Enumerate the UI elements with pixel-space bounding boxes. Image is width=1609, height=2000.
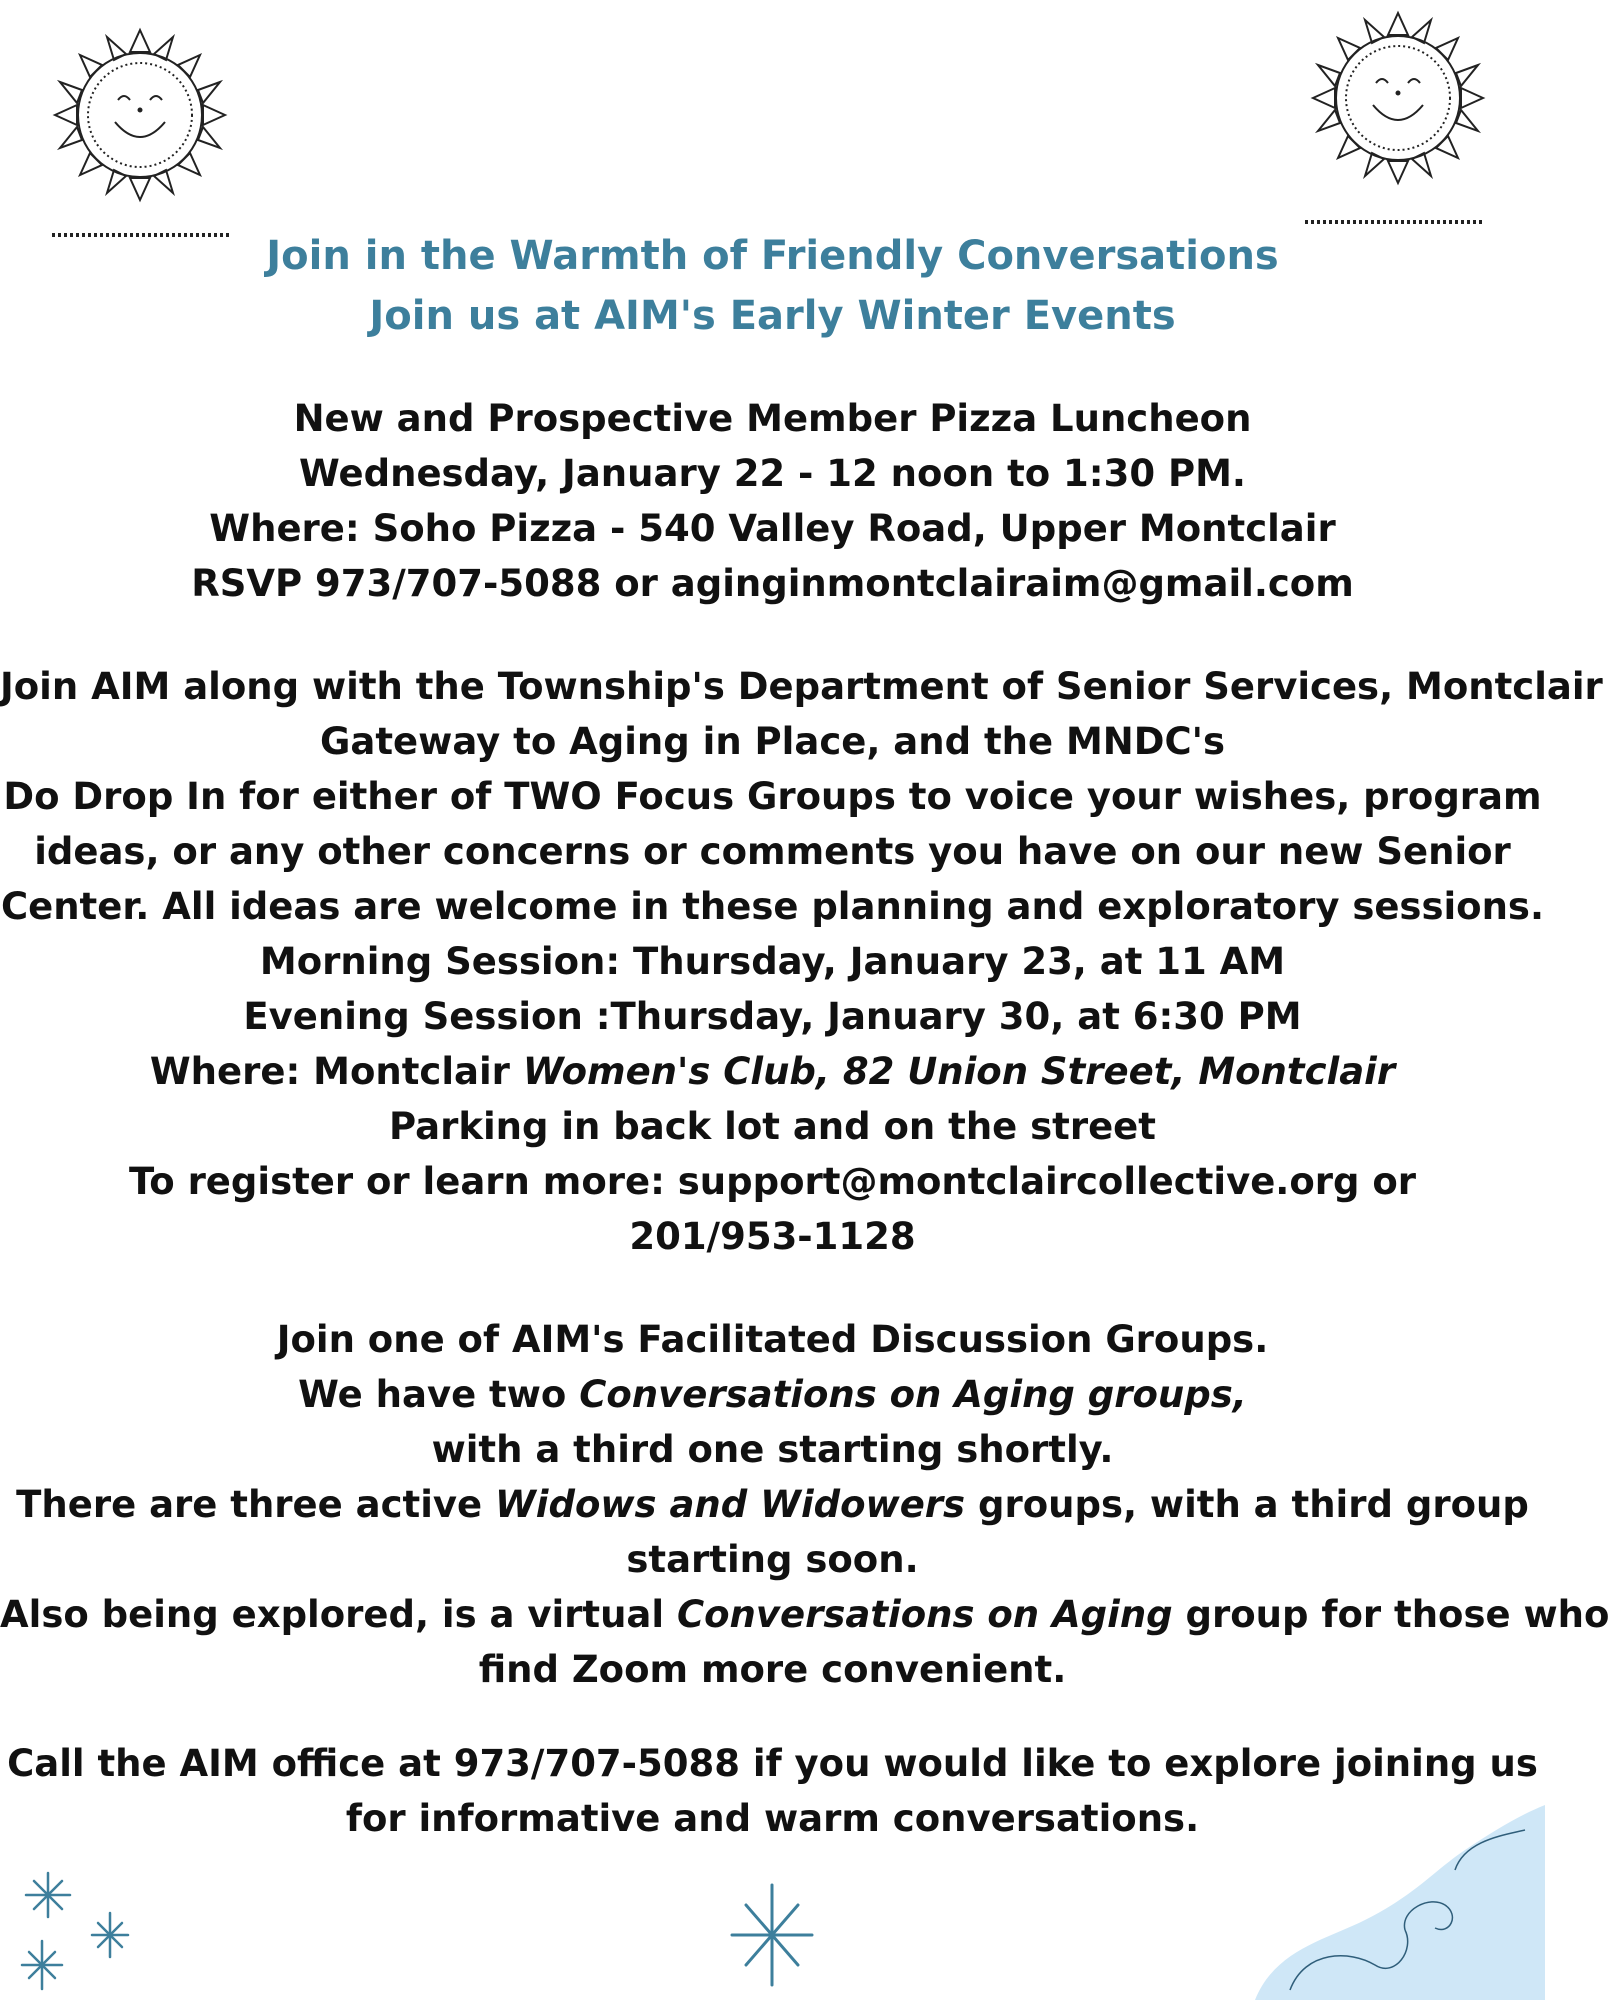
call-line-2: for informative and warm conversations. [345,1797,1200,1840]
groups-line-6 [0,1587,1609,1642]
focus-register-phone: 201/953-1128 [629,1215,916,1258]
focus-register: To register or learn more: support@montclaircollective.org or [128,1160,1417,1203]
evening-session: Evening Session :Thursday, January 30, at 6:30 PM [243,995,1302,1038]
sparkle-icon-cluster [22,1855,162,2000]
luncheon-rsvp: RSVP 973/707-5088 or aginginmontclairaim@gmail.com [191,562,1354,605]
focus-line: Do Drop In for either of TWO Focus Groups to voice your wishes, program [3,775,1542,818]
groups-line-3: with a third one starting shortly. [431,1428,1114,1471]
call-line-1: Call the AIM office at 973/707-5088 if you would like to explore joining us [7,1742,1538,1785]
focus-line: Center. All ideas are welcome in these planning and exploratory sessions. [0,885,1545,928]
groups-line-5: starting soon. [626,1538,919,1581]
pizza-luncheon-section [0,391,1545,611]
luncheon-title: New and Prospective Member Pizza Luncheon [293,397,1252,440]
focus-groups-section [0,659,1603,1264]
focus-parking: Parking in back lot and on the street [389,1105,1156,1148]
blue-splash [1255,1800,1545,2000]
groups-line-4-prefix: There are three active [16,1483,495,1526]
groups-line-7: find Zoom more convenient. [478,1648,1067,1691]
luncheon-date-time: Wednesday, January 22 - 12 noon to 1:30 PM. [299,452,1246,495]
groups-line-6-prefix: Also being explored, is a virtual [0,1593,677,1636]
heading-line-1: Join in the Warmth of Friendly Conversations [266,233,1279,279]
groups-line-2-italic: Conversations on Aging groups, [579,1373,1247,1416]
groups-line-4-italic: Widows and Widowers [494,1483,966,1526]
sun-illustration-left [22,10,262,245]
sparkle-icon [722,1880,822,1990]
focus-where-venue: Women's Club, 82 Union Street, Montclair [522,1050,1396,1093]
groups-line-1: Join one of AIM's Facilitated Discussion Groups. [276,1318,1269,1361]
focus-line: Join AIM along with the Township's Department of Senior Services, Montclair [0,665,1603,708]
morning-session: Morning Session: Thursday, January 23, at 11 AM [259,940,1286,983]
focus-line: Gateway to Aging in Place, and the MNDC's [320,720,1225,763]
focus-where-prefix: Where: Montclair [149,1050,523,1093]
groups-line-2-prefix: We have two [298,1373,580,1416]
groups-line-6-suffix: group for those who [1172,1593,1609,1636]
groups-line-6-italic: Conversations on Aging [676,1593,1173,1636]
groups-line-4 [0,1477,1545,1532]
discussion-groups-section [0,1312,1609,1697]
sun-illustration-right [1280,0,1520,235]
groups-line-2 [0,1367,1545,1422]
groups-line-4-suffix: groups, with a third group [965,1483,1529,1526]
luncheon-where: Where: Soho Pizza - 540 Valley Road, Upper Montclair [209,507,1336,550]
heading-line-2: Join us at AIM's Early Winter Events [369,293,1176,339]
headings [0,226,1545,346]
focus-where [0,1044,1545,1099]
focus-line: ideas, or any other concerns or comments you have on our new Senior [34,830,1511,873]
